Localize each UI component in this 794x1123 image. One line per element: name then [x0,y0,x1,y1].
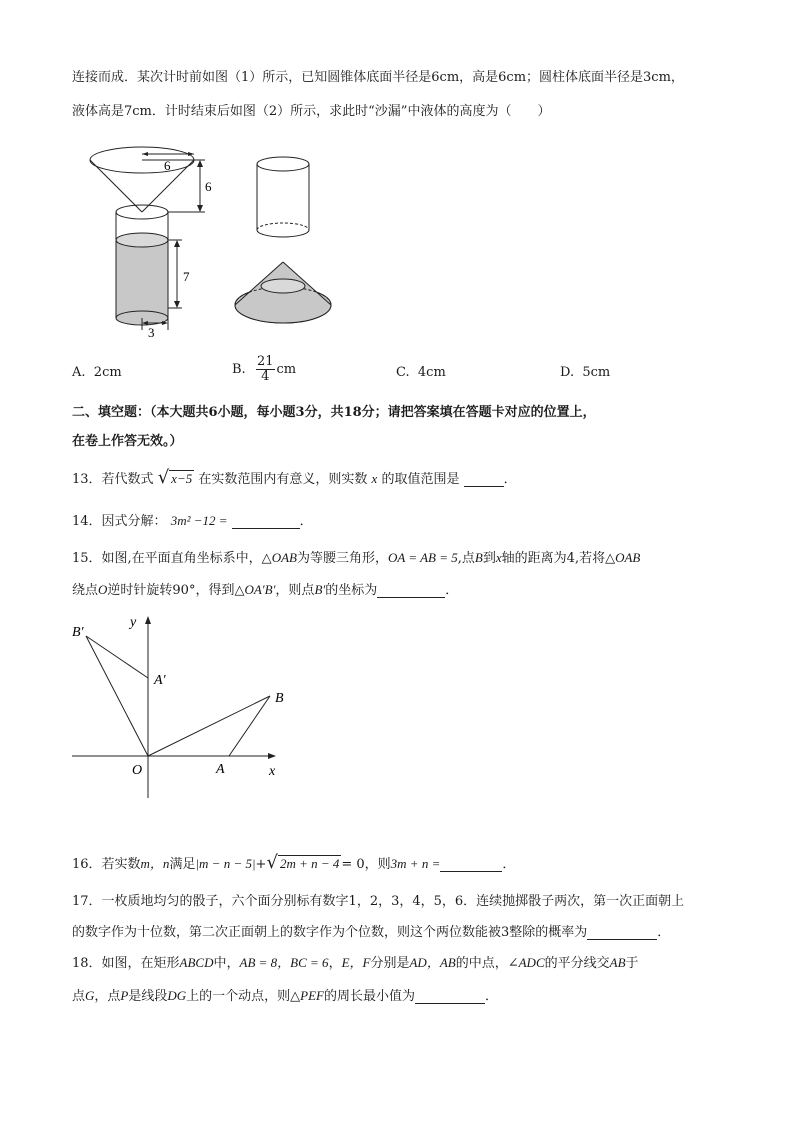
liquid-height-label: 7 [183,269,190,284]
q18-line1: 18．如图，在矩形ABCD中，AB = 8，BC = 6，E，F分别是AD，AB的中点，∠ADC的平分线交AB于 [72,955,639,971]
label-Ap: A′ [154,673,166,688]
section2-heading-line2: 在卷上作答无效。） [72,434,183,449]
label-y: y [130,615,137,630]
q13: 13．若代数式 √ x−5 在实数范围内有意义，则实数 x 的取值范围是 ． [72,467,517,488]
hourglass-figure-2 [228,150,348,330]
answer-blank[interactable] [587,925,657,940]
q15-line1: 15．如图,在平面直角坐标系中，△OAB为等腰三角形，OA = AB = 5,点B到x轴的距离为4,若将△OAB [72,550,641,566]
label-x: x [269,764,276,779]
q14: 14．因式分解： 3m² −12 = ． [72,513,313,529]
answer-blank[interactable] [377,583,445,598]
cyl-radius-label: 3 [148,325,155,340]
answer-blank[interactable] [464,472,504,487]
q17-line2: 的数字作为十位数，第二次正面朝上的数字作为个位数，则这个两位数能被3整除的概率为 ． [72,925,671,940]
option-a[interactable]: A. 2cm [72,365,122,380]
label-A: A [216,762,225,777]
option-c[interactable]: C. 4cm [396,365,446,380]
answer-blank[interactable] [232,514,300,529]
cone-radius-label: 6 [164,158,171,173]
section2-heading-line1: 二、填空题：（本大题共6小题，每小题3分，共18分；请把答案填在答题卡对应的位置上， [72,405,596,420]
q12-line2: 液体高是7cm．计时结束后如图（2）所示，求此时“沙漏”中液体的高度为（ ） [72,104,551,119]
fraction-21-4: $\frac{21}{4}$ [256,354,274,384]
label-O: O [132,763,143,778]
answer-blank[interactable] [440,857,502,872]
answer-blank[interactable] [415,989,485,1004]
cone-height-label: 6 [205,179,212,194]
q16: 16．若实数m，n满足|m − n − 5|+ √ 2m + n − 4 = 0，则3m + n = ． [72,852,516,873]
option-b[interactable]: B. $\frac{21}{4}$ cm [232,354,297,384]
sqrt-expression: √ x−5 [157,467,193,488]
q17-line1: 17．一枚质地均匀的骰子，六个面分别标有数字1，2，3，4，5，6．连续抛掷骰子两次，第一次正面朝上 [72,894,685,909]
sqrt-expression: √ 2m + n − 4 [266,852,340,873]
q12-line1: 连接而成．某次计时前如图（1）所示，已知圆锥体底面半径是6cm，高是6cm；圆柱体底面半径是3cm， [72,70,684,85]
q15-line2: 绕点O逆时针旋转90°，得到△OA′B′，则点B′的坐标为 ． [72,582,459,598]
option-d[interactable]: D. 5cm [560,365,611,380]
label-B: B [275,691,284,706]
q18-line2: 点G，点P是线段DG上的一个动点，则△PEF的周长最小值为 ． [72,988,499,1004]
hourglass-figure-1 [80,140,230,340]
coordinate-figure [62,608,302,808]
label-Bp: B′ [72,625,84,640]
